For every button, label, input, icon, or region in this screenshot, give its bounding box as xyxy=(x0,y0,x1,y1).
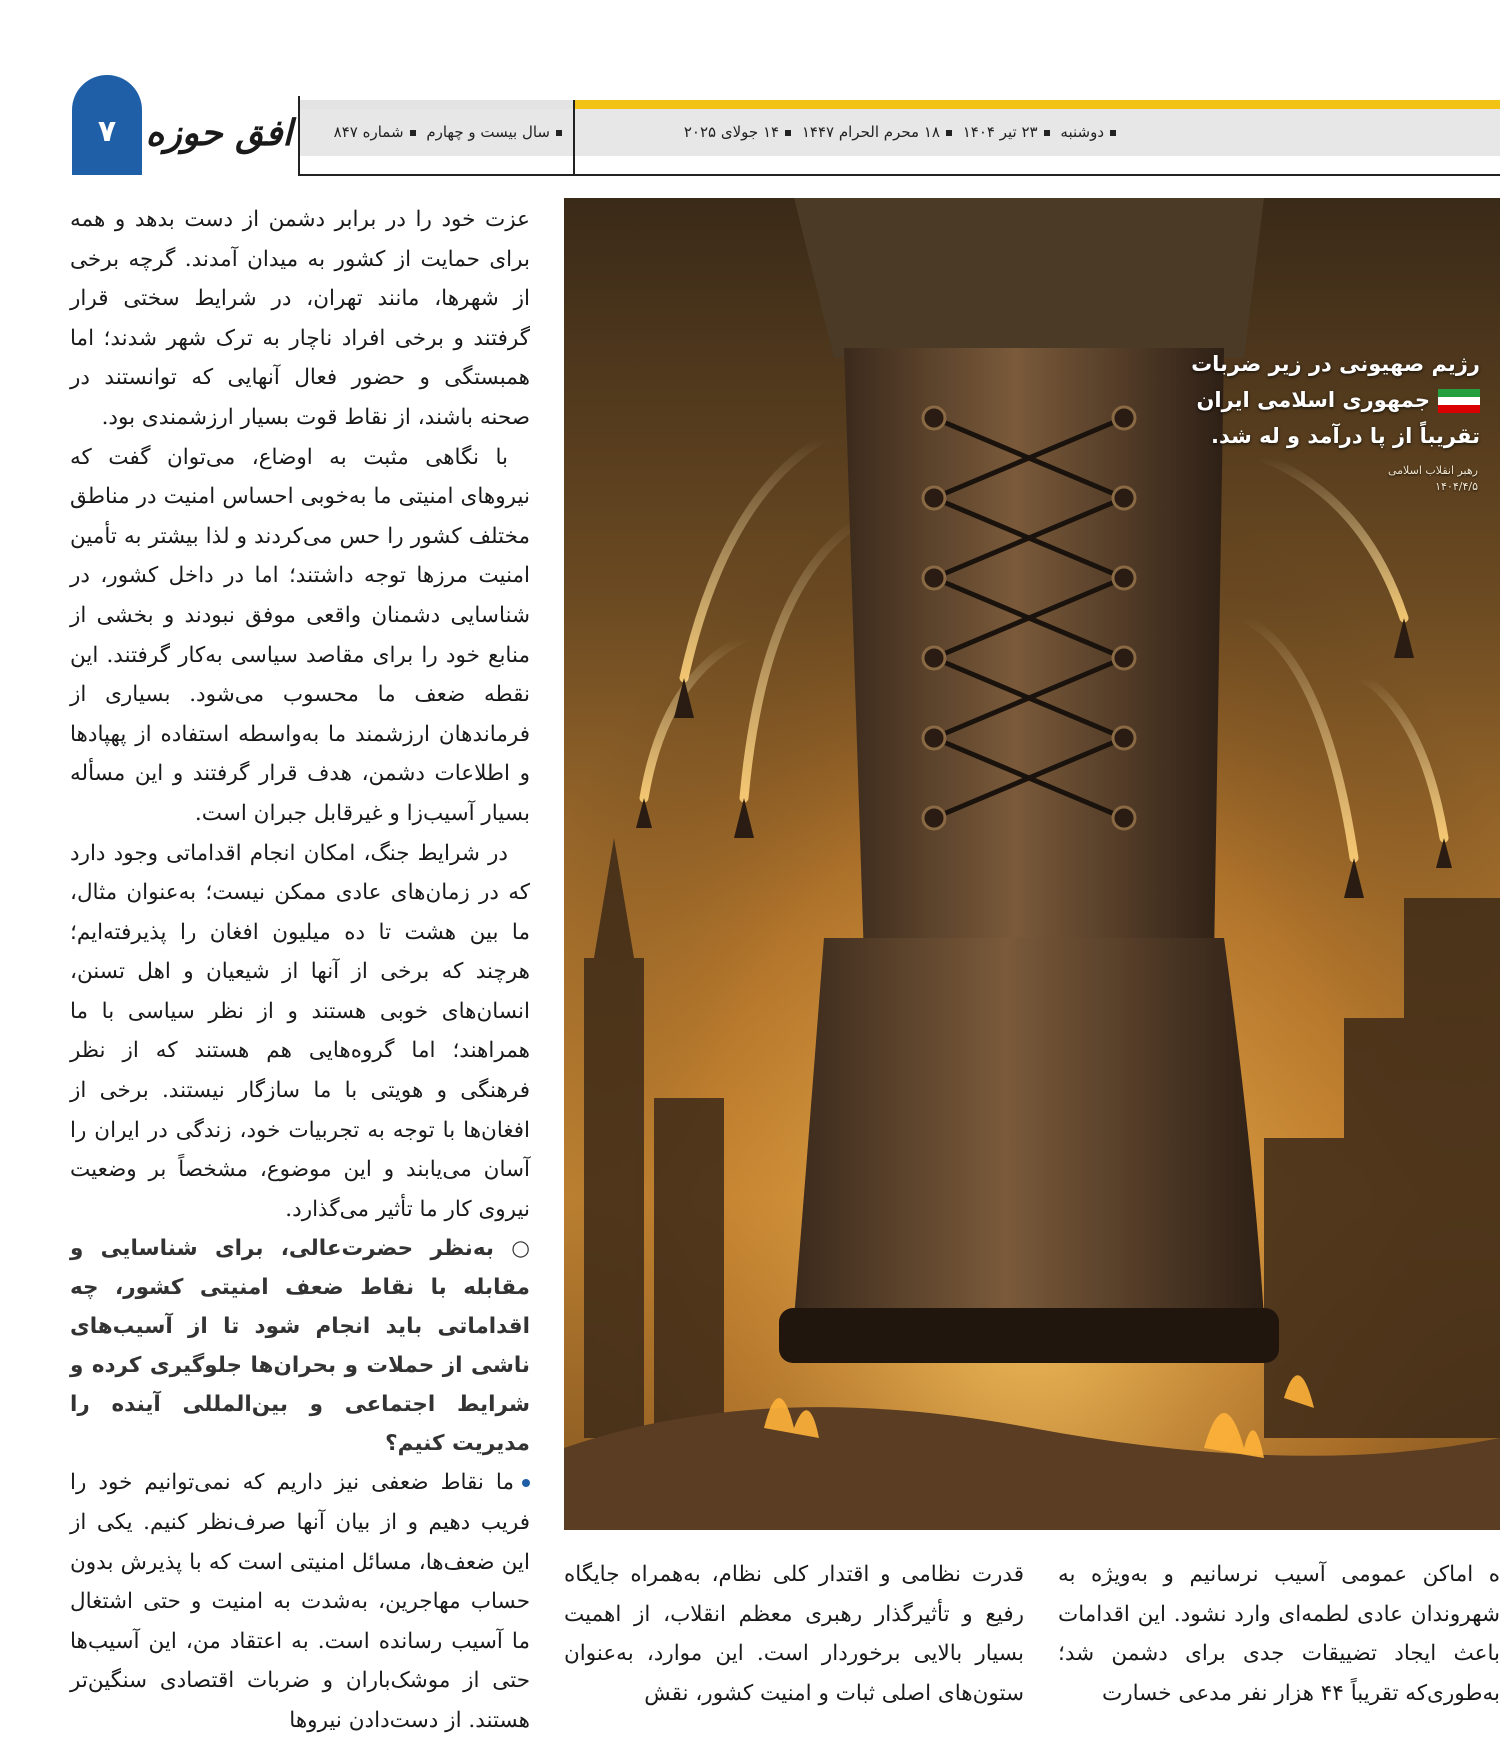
weekday: دوشنبه xyxy=(1060,123,1104,141)
article-paragraph: ه اماکن عمومی آسیب نرسانیم و به‌ویژه به شهروندان عادی لطمه‌ای وارد نشود. این اقدامات باعث ایجاد تضییقات جدی برای دشمن شد؛ به‌طوری‌که تقریباً ۴۴ هزار نفر مدعی خسارت xyxy=(1058,1562,1500,1706)
boot-shaft xyxy=(844,348,1224,958)
header-bottom-rule xyxy=(298,174,1500,176)
header-issue-line xyxy=(310,109,568,156)
article-paragraph: عزت خود را در برابر دشمن از دست بدهد و همه برای حمایت از کشور به میدان آمدند. گرچه برخی از شهرها، مانند تهران، در شرایط سختی قرار گرفتند و برخی افراد ناچار به ترک شهر شدند؛ اما همبستگی و حضور فعال آنهایی که توانستند در صحنه باشند، از نقاط قوت بسیار ارزشمندی بود. xyxy=(70,207,530,430)
answer-text: ما نقاط ضعفی نیز داریم که نمی‌توانیم خود را فریب دهیم و از بیان آنها صرف‌نظر کنیم. یکی از این ضعف‌ها، مسائل امنیتی است که با پذیرش بدون حساب مهاجرین، به‌شدت به امنیت و حتی اشتغال ما آسیب رسانده است. به اعتقاد من، این آسیب‌ها حتی از موشک‌باران و ضربات اقتصادی سنگین‌تر هستند. از دست‌دادن نیروها xyxy=(70,1470,530,1733)
caption-line: رژیم صهیونی در زیر ضربات xyxy=(1191,352,1480,376)
page-number-tab xyxy=(72,75,142,175)
bullet-square-icon xyxy=(946,130,952,136)
article-paragraph: در شرایط جنگ، امکان انجام اقداماتی وجود دارد که در زمان‌های عادی ممکن نیست؛ به‌عنوان مثال، ما بین هشت تا ده میلیون افغان را پذیرفته‌ایم؛ هرچند که برخی از آنها از شیعیان و اهل تسنن، انسان‌های خوبی هستند و از نظر سیاسی با ما همراهند؛ اما گروه‌هایی هم هستند که از نظر فرهنگی و هویتی با ما سازگار نیستند. برخی از افغان‌ها با توجه به تجربیات خود، زندگی در ایران را آسان می‌یابند و این موضوع، مشخصاً بر وضعیت نیروی کار ما تأثیر می‌گذارد. xyxy=(70,840,530,1222)
bullet-square-icon xyxy=(410,130,416,136)
caption-line: جمهوری اسلامی ایران xyxy=(1196,388,1430,412)
answer-bullet-icon xyxy=(522,1479,530,1487)
article-paragraph: قدرت نظامی و اقتدار کلی نظام، به‌همراه جایگاه رفیع و تأثیرگذار رهبری معظم انقلاب، از اهمیت بسیار بالایی برخوردار است. این موارد، به‌عنوان ستون‌های اصلی ثبات و امنیت کشور، نقش xyxy=(564,1562,1024,1706)
article-column-left xyxy=(70,200,530,1733)
volume-year: سال بیست و چهارم xyxy=(426,123,550,141)
caption-line: تقریباً از پا درآمد و له شد. xyxy=(1211,424,1480,448)
article-column-right xyxy=(1058,1555,1500,1708)
page-number: ۷ xyxy=(97,114,117,149)
gregorian-date: ۱۴ جولای ۲۰۲۵ xyxy=(683,123,780,141)
article-paragraph: با نگاهی مثبت به اوضاع، می‌توان گفت که نیروهای امنیتی ما به‌خوبی احساس امنیت در مناطق مختلف کشور را حس می‌کردند و لذا بیشتر به تأمین امنیت مرزها توجه داشتند؛ اما در داخل کشور، در شناسایی دشمنان واقعی موفق نبودند و بخشی از منابع خود را برای مقاصد سیاسی به‌کار گرفتند. این نقطه ضعف ما محسوب می‌شود. بسیاری از فرماندهان ارزشمند ما به‌واسطه استفاده از پهپادها و اطلاعات دشمن، هدف قرار گرفتند و این مسأله بسیار آسیب‌زا و غیرقابل جبران است. xyxy=(70,444,530,826)
header-date-line xyxy=(684,109,1122,156)
caption-line-with-flag xyxy=(1196,382,1480,418)
attribution-source: رهبر انقلاب اسلامی xyxy=(1388,464,1478,477)
poster-caption xyxy=(1191,346,1480,454)
boot-toe xyxy=(794,938,1264,1318)
attribution-date: ۱۴۰۴/۴/۵ xyxy=(1435,480,1478,493)
bullet-square-icon xyxy=(1044,130,1050,136)
interview-answer xyxy=(70,1463,530,1740)
issue-number: شماره ۸۴۷ xyxy=(333,123,404,141)
trouser-leg xyxy=(794,198,1264,358)
boot-sole xyxy=(779,1308,1279,1363)
header-divider xyxy=(573,100,575,176)
solar-date: ۲۳ تیر ۱۴۰۴ xyxy=(962,123,1038,141)
bullet-square-icon xyxy=(785,130,791,136)
interview-question: ○ به‌نظر حضرت‌عالی، برای شناسایی و مقابله با نقاط ضعف امنیتی کشور، چه اقداماتی باید انجام شود تا از آسیب‌های ناشی از حملات و بحران‌ها جلوگیری کرده و شرایط اجتماعی و بین‌المللی آینده را مدیریت کنیم؟ xyxy=(70,1236,530,1457)
lunar-date: ۱۸ محرم الحرام ۱۴۴۷ xyxy=(801,123,940,141)
article-column-middle xyxy=(564,1555,1024,1708)
newspaper-logo: افق حوزه xyxy=(145,112,293,154)
iran-flag-icon xyxy=(1438,389,1480,413)
bullet-square-icon xyxy=(556,130,562,136)
poster-attribution xyxy=(1388,463,1478,495)
poster-image xyxy=(564,198,1500,1530)
bullet-square-icon xyxy=(1110,130,1116,136)
